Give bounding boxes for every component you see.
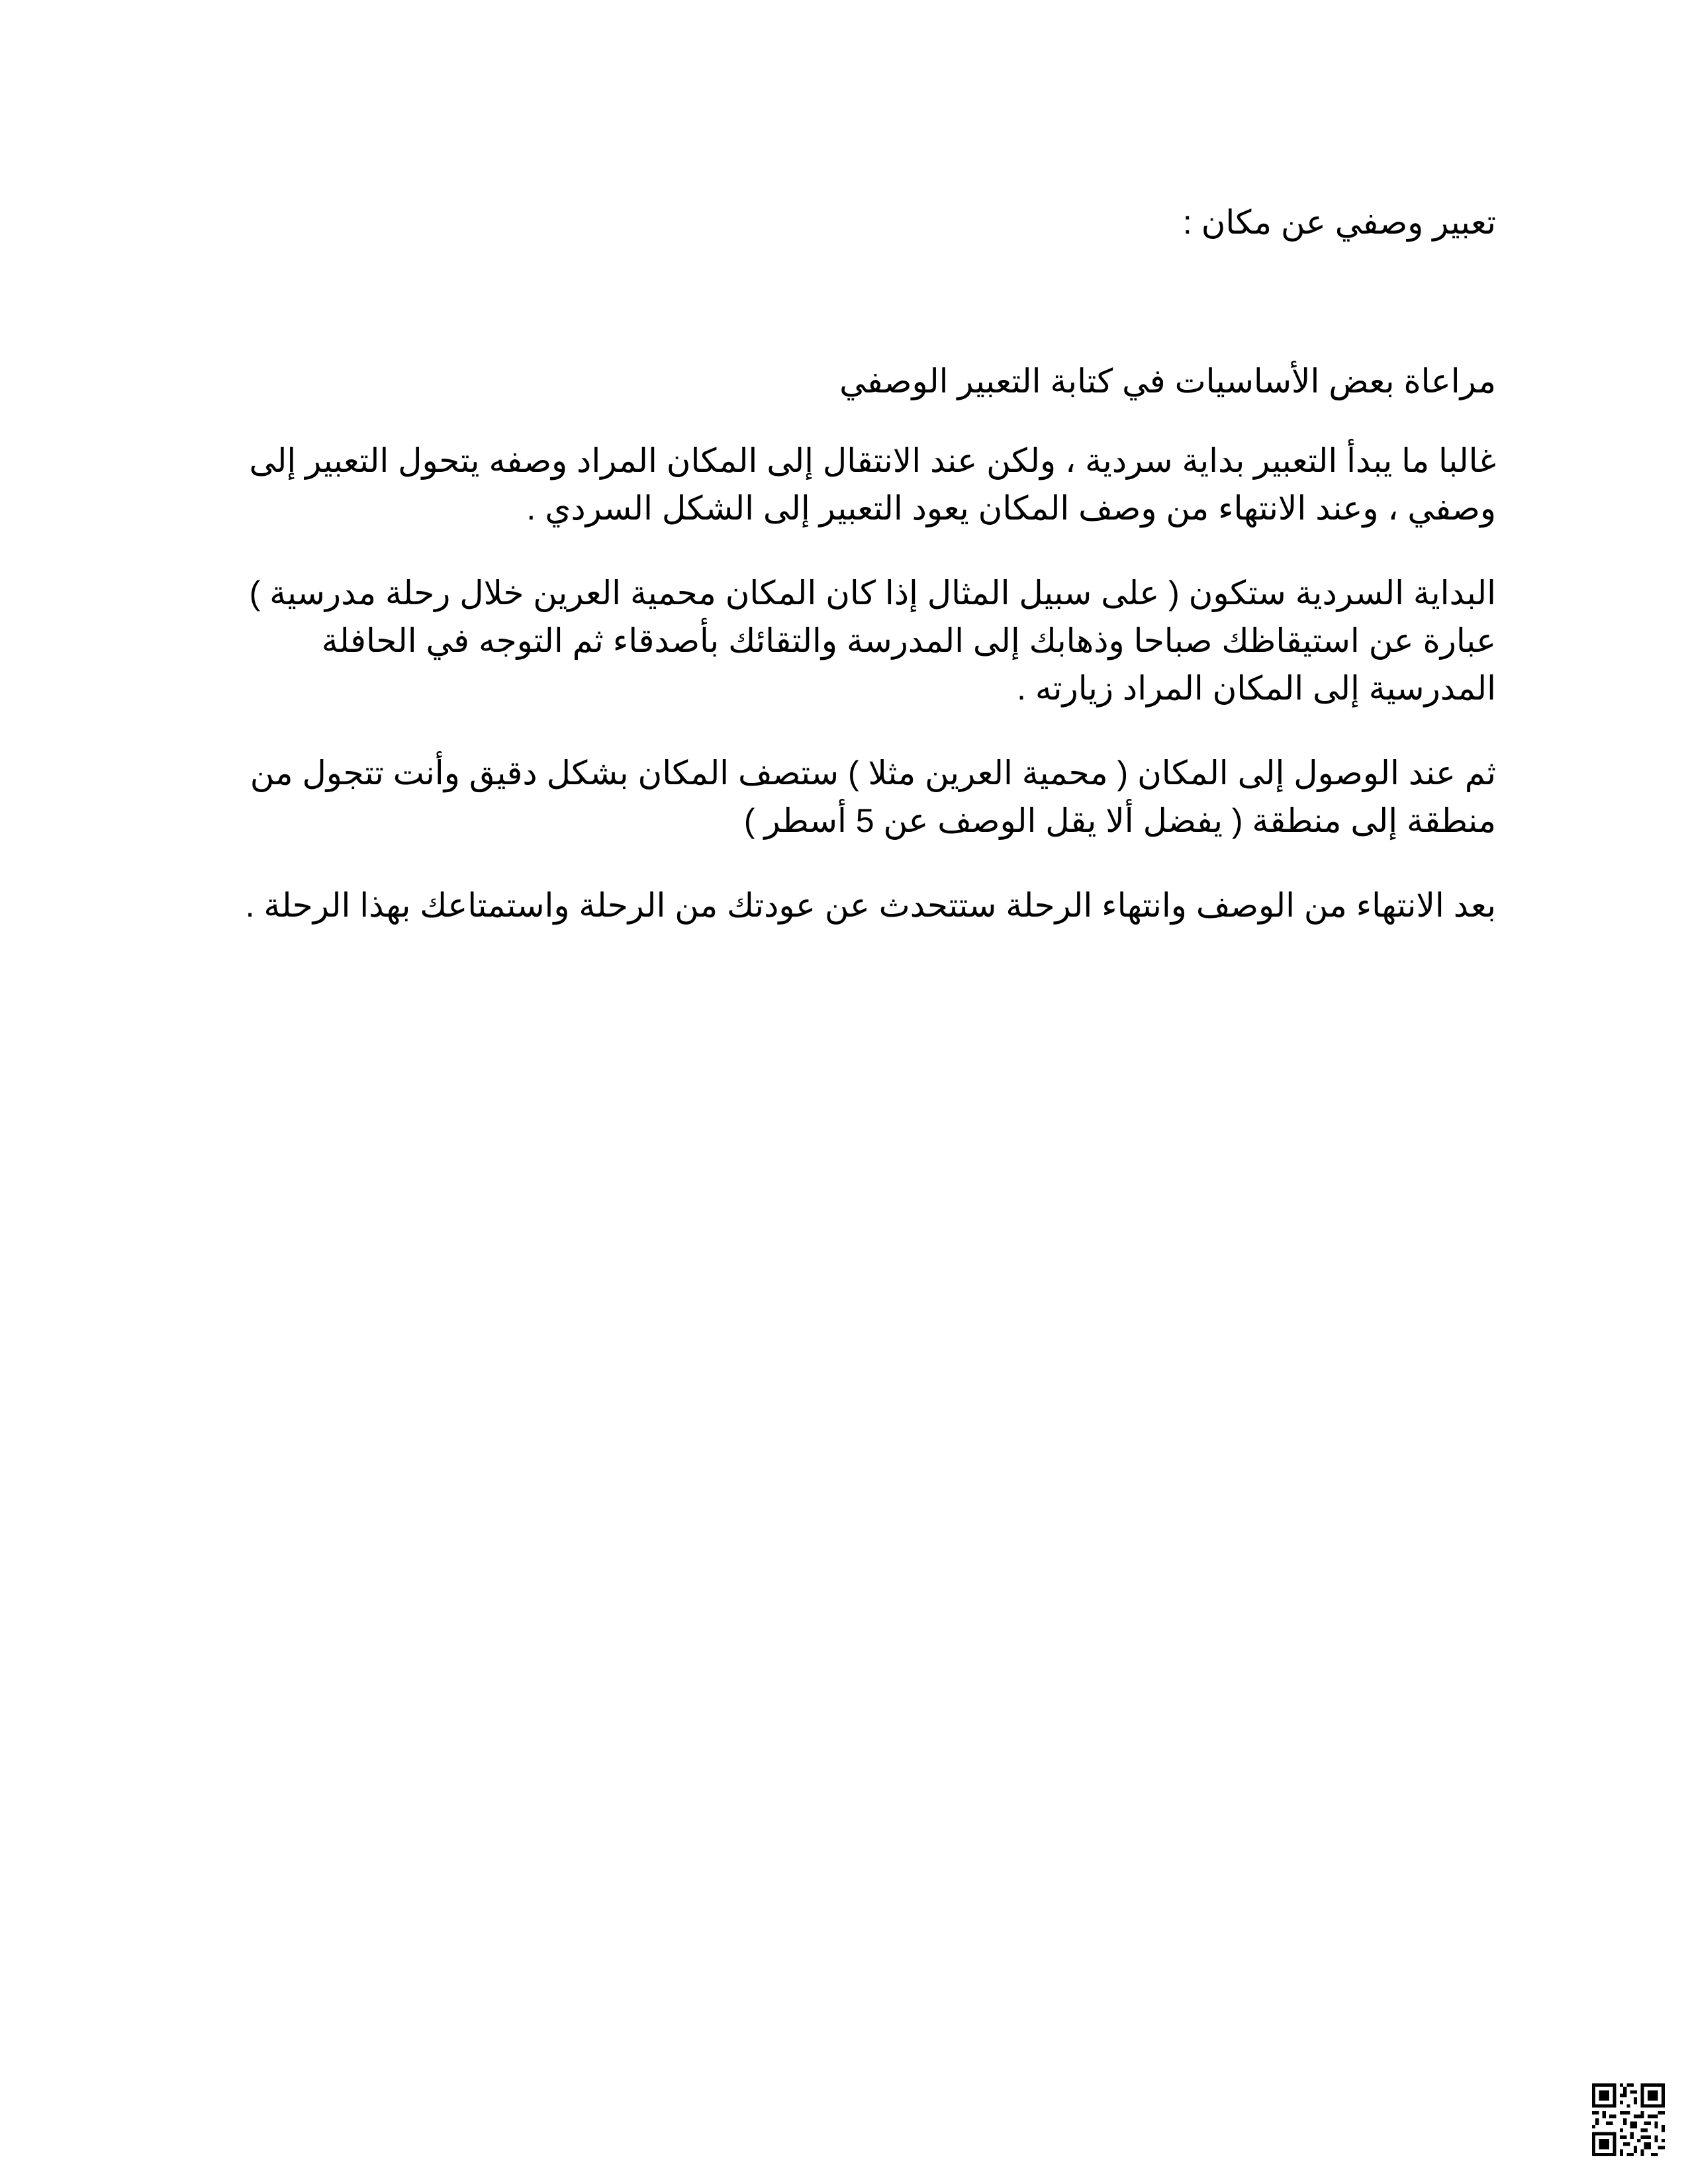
paragraph: ثم عند الوصول إلى المكان ( محمية العرين مثلا ) ستصف المكان بشكل دقيق وأنت تتجول من منطقة إلى منطقة ( يفضل ألا يقل الوصف عن 5 أسطر ) — [250, 754, 1496, 839]
paragraph: بعد الانتهاء من الوصف وانتهاء الرحلة ستتحدث عن عودتك من الرحلة واستمتاعك بهذا الرحلة . — [245, 887, 1496, 924]
page-title: تعبير وصفي عن مكان : — [1182, 204, 1496, 241]
section-heading: مراعاة بعض الأساسيات في كتابة التعبير الوصفي — [839, 363, 1496, 400]
paragraph: غالبا ما يبدأ التعبير بداية سردية ، ولكن عند الانتقال إلى المكان المراد وصفه يتحول التعبير إلى وصفي ، وعند الانتهاء من وصف المكان يعود التعبير إلى الشكل السردي . — [249, 442, 1496, 527]
paragraph: البداية السردية ستكون ( على سبيل المثال إذا كان المكان محمية العرين خلال رحلة مدرسية ) عبارة عن استيقاظك صباحا وذهابك إلى المدرسة والتقائك بأصدقاء ثم التوجه في الحافلة المدرسية إلى المكان المراد زيارته . — [249, 574, 1496, 707]
qr-code-icon — [1592, 2083, 1665, 2156]
